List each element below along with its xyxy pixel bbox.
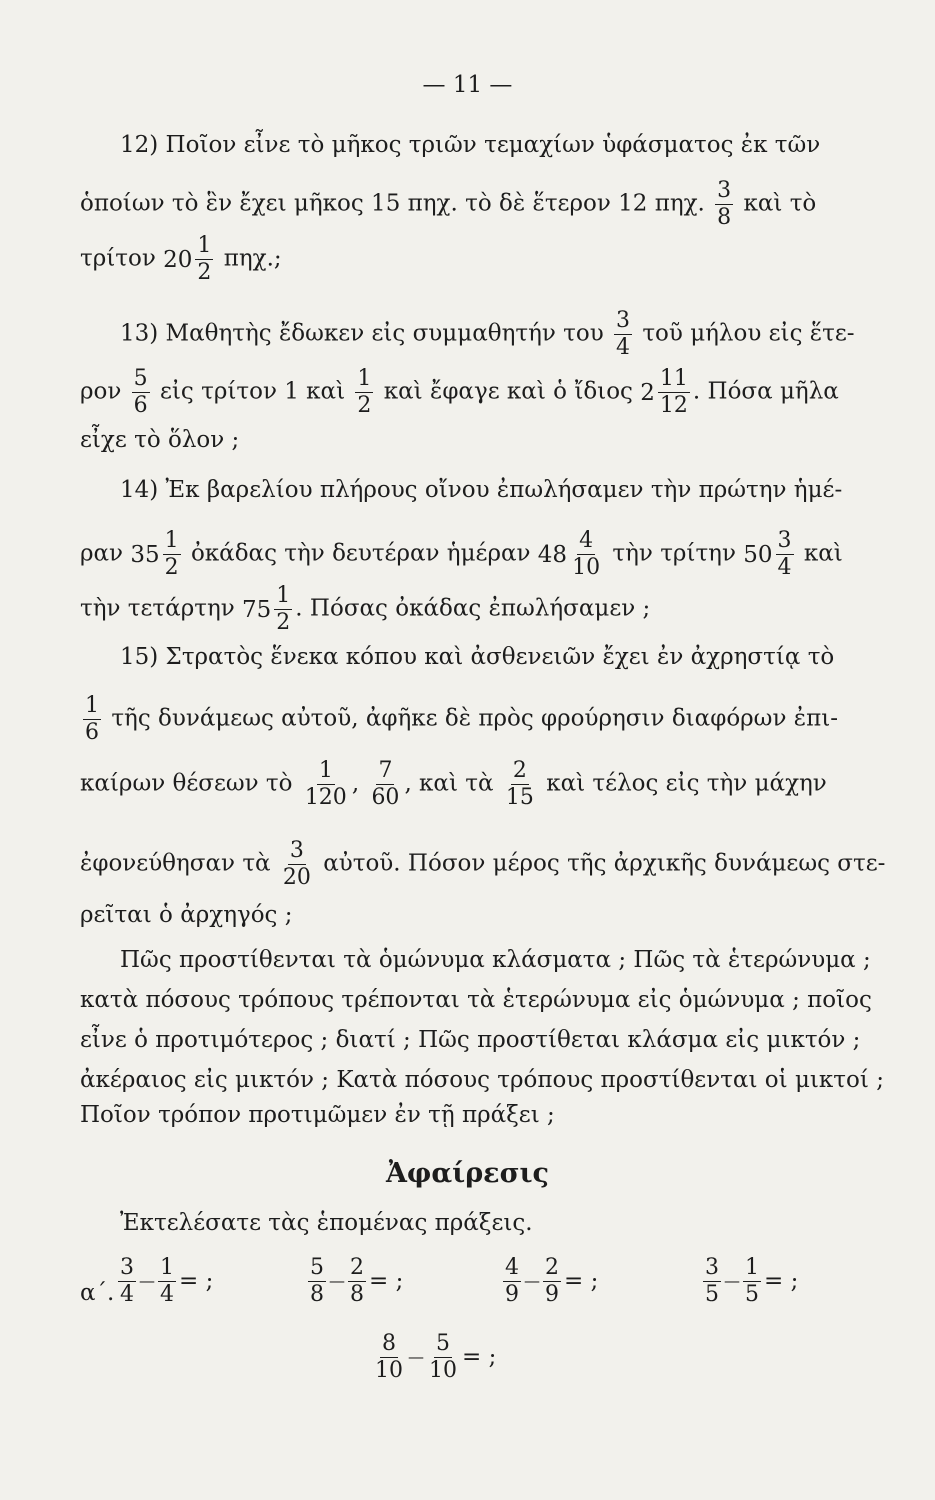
minus-sign: — (724, 1271, 740, 1290)
fraction: $\frac{1}{2}$ (357, 366, 372, 418)
fraction: $\frac{1}{5}$ (745, 1254, 759, 1307)
problem-13-text: . Πόσα μῆλα (692, 378, 839, 405)
problem-14-line-1: 14) Ἐκ βαρελίου πλήρους οἴνου ἐπωλήσαμεν τὴν πρώτην ἡμέ- (120, 477, 843, 503)
equals-sign: = ; (179, 1268, 214, 1294)
problem-15-line-1: 15) Στρατὸς ἕνεκα κόπου καὶ ἀσθενειῶν ἔχει ἐν ἀχρηστίᾳ τὸ (120, 644, 835, 670)
fraction: $\frac{3}{20}$ (282, 838, 311, 890)
equals-sign: = ; (462, 1344, 497, 1370)
problem-14-text: . Πόσας ὀκάδας ἐπωλήσαμεν ; (295, 595, 651, 622)
mixed-number: 50 $\frac{3}{4}$ (743, 528, 792, 580)
fraction: $\frac{4}{9}$ (505, 1254, 519, 1307)
problem-13-line-1 (120, 310, 855, 359)
problem-13-text: καὶ ἔφαγε καὶ ὁ ἴδιος (383, 378, 633, 405)
problem-14-text: ὀκάδας τὴν δευτέραν ἡμέραν (190, 540, 531, 567)
mixed-number: 20 $\frac{1}{2}$ (163, 233, 212, 285)
problem-14-text: ραν (80, 540, 124, 567)
problem-13-text: ρον (80, 378, 122, 405)
fraction: $\frac{3}{5}$ (705, 1254, 719, 1307)
problem-15-line-4 (80, 840, 885, 889)
problem-13-text: εἰς τρίτον 1 καὶ (159, 378, 346, 405)
questions-line-1: Πῶς προστίθενται τὰ ὁμώνυμα κλάσματα ; Πῶς τὰ ἑτερώνυμα ; (120, 947, 871, 973)
equals-sign: = ; (764, 1268, 799, 1294)
problem-12-text: πηχ.; (223, 245, 282, 272)
problem-12-line-3 (80, 235, 282, 284)
exercise-label: α΄. (80, 1280, 115, 1306)
problem-15-text: αὐτοῦ. Πόσον μέρος τῆς ἀρχικῆς δυνάμεως στε- (323, 850, 886, 877)
fraction: $\frac{5}{10}$ (429, 1330, 457, 1383)
problem-13-text: 13) Μαθητὴς ἔδωκεν εἰς συμμαθητήν του (120, 320, 604, 347)
mixed-number: 2 $\frac{11}{12}$ (640, 366, 688, 418)
problem-12-text: καὶ τὸ (743, 190, 817, 217)
problem-12-text: ὁποίων τὸ ἓν ἔχει μῆκος 15 πηχ. τὸ δὲ ἕτερον 12 πηχ. (80, 190, 705, 217)
questions-line-5: Ποῖον τρόπον προτιμῶμεν ἐν τῇ πράξει ; (80, 1102, 555, 1128)
problem-15-line-2 (80, 695, 838, 744)
minus-sign: — (329, 1271, 345, 1290)
equals-sign: = ; (564, 1268, 599, 1294)
fraction: $\frac{2}{15}$ (505, 758, 534, 810)
problem-15-line-5: ρεῖται ὁ ἀρχηγός ; (80, 902, 293, 928)
fraction: $\frac{1}{4}$ (160, 1254, 174, 1307)
mixed-number: 48 $\frac{4}{10}$ (537, 528, 601, 580)
minus-sign: — (524, 1271, 540, 1290)
problem-14-text: καὶ (803, 540, 843, 567)
problem-13-text: τοῦ μήλου εἰς ἕτε- (642, 320, 855, 347)
questions-line-3: εἶνε ὁ προτιμότερος ; διατί ; Πῶς προστίθεται κλάσμα εἰς μικτόν ; (80, 1027, 861, 1053)
section-title: Ἀφαίρεσις (385, 1158, 549, 1189)
problem-12-line-1: 12) Ποῖον εἶνε τὸ μῆκος τριῶν τεμαχίων ὑφάσματος ἐκ τῶν (120, 132, 821, 158)
minus-sign: — (408, 1347, 424, 1366)
fraction: $\frac{1}{120}$ (304, 758, 347, 810)
subtraction-exercise (500, 1250, 598, 1311)
problem-15-text: ἐφονεύθησαν τὰ (80, 850, 271, 877)
fraction: $\frac{3}{4}$ (120, 1254, 134, 1307)
problem-15-line-3 (80, 760, 827, 809)
problem-13-line-2 (80, 368, 839, 417)
mixed-number: 35 $\frac{1}{2}$ (130, 528, 179, 580)
problem-14-text: τὴν τετάρτην (80, 595, 235, 622)
fraction: $\frac{2}{9}$ (545, 1254, 559, 1307)
fraction: $\frac{1}{6}$ (85, 693, 99, 745)
problem-15-text: , καὶ τὰ (404, 770, 494, 797)
fraction: $\frac{3}{8}$ (717, 178, 732, 230)
problem-15-text: καὶ τέλος εἰς τὴν μάχην (546, 770, 827, 797)
problem-12-line-2 (80, 180, 816, 229)
problem-14-line-2 (80, 530, 843, 579)
questions-line-2: κατὰ πόσους τρόπους τρέπονται τὰ ἑτερώνυμα εἰς ὁμώνυμα ; ποῖος (80, 987, 872, 1013)
problem-15-text: , (351, 770, 360, 797)
problem-15-text: καίρων θέσεων τὸ (80, 770, 293, 797)
problem-15-text: τῆς δυνάμεως αὐτοῦ, ἀφῆκε δὲ πρὸς φρούρησιν διαφόρων ἐπι- (111, 705, 838, 732)
minus-sign: — (139, 1271, 155, 1290)
problem-13-line-3: εἶχε τὸ ὅλον ; (80, 427, 240, 453)
mixed-number: 75 $\frac{1}{2}$ (242, 583, 291, 635)
fraction: $\frac{7}{60}$ (371, 758, 400, 810)
problem-14-text: τὴν τρίτην (612, 540, 736, 567)
problem-12-text: τρίτον (80, 245, 156, 272)
subtraction-exercise (370, 1326, 496, 1387)
fraction: $\frac{8}{10}$ (375, 1330, 403, 1383)
fraction: $\frac{2}{8}$ (350, 1254, 364, 1307)
subtraction-exercise (115, 1250, 213, 1311)
fraction: $\frac{3}{4}$ (616, 308, 631, 360)
subtraction-exercise (700, 1250, 798, 1311)
questions-line-4: ἀκέραιος εἰς μικτόν ; Κατὰ πόσους τρόπους προστίθενται οἱ μικτοί ; (80, 1067, 884, 1093)
fraction: $\frac{5}{8}$ (310, 1254, 324, 1307)
section-intro: Ἐκτελέσατε τὰς ἑπομένας πράξεις. (120, 1210, 533, 1236)
problem-14-line-3 (80, 585, 650, 634)
equals-sign: = ; (369, 1268, 404, 1294)
subtraction-exercise (305, 1250, 403, 1311)
page-number: — 11 — (422, 72, 513, 98)
fraction: $\frac{5}{6}$ (133, 366, 148, 418)
